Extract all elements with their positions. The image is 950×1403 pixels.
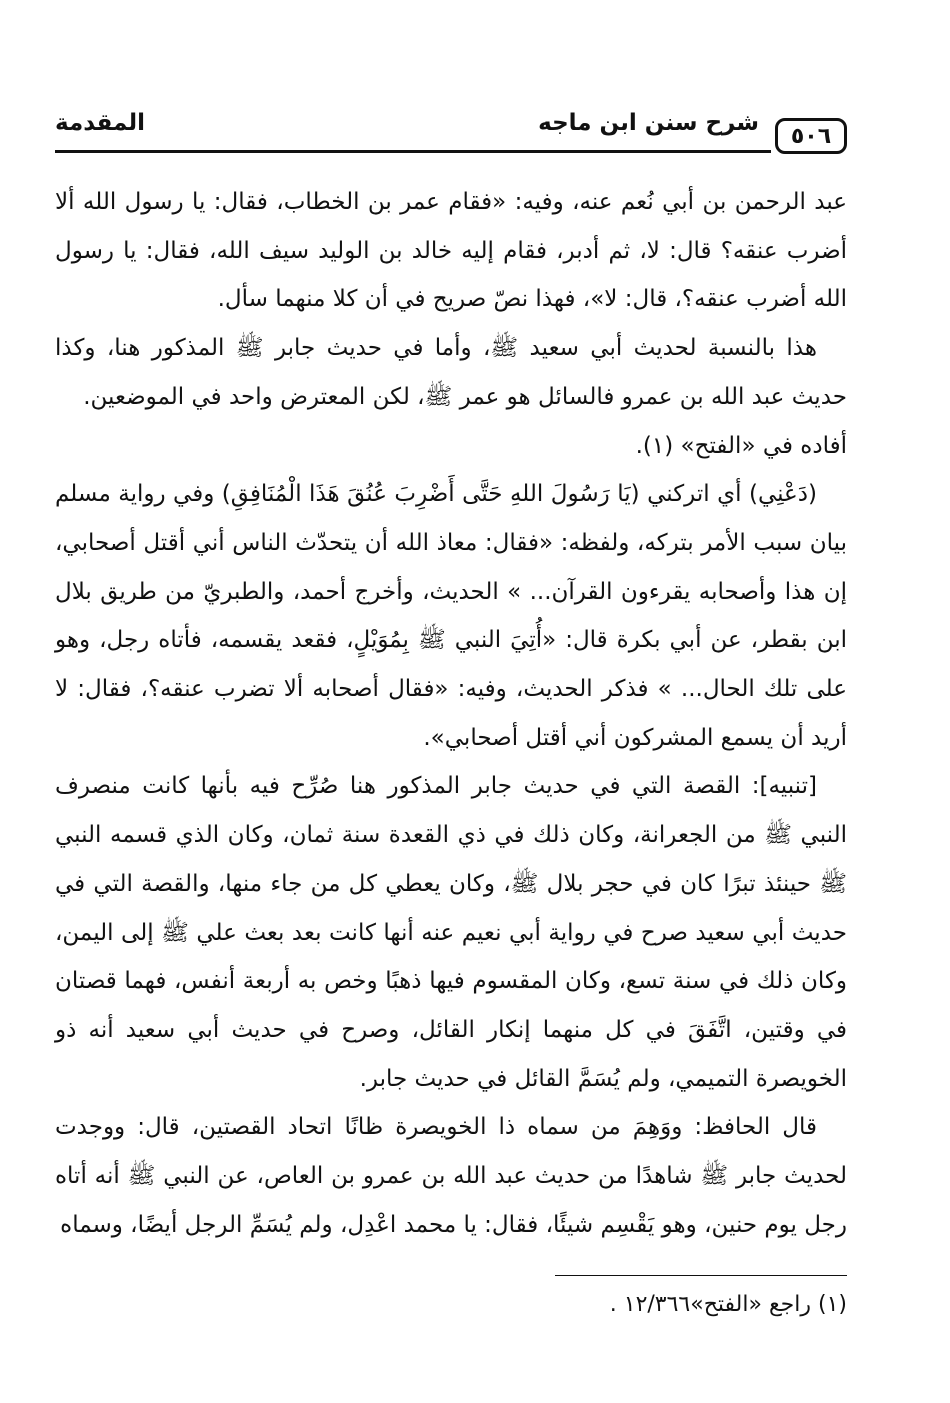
main-text	[55, 178, 847, 1249]
paragraph-3: أفاده في «الفتح» (١).	[635, 432, 847, 459]
book-title: شرح سنن ابن ماجه	[538, 110, 759, 136]
paragraph-2: هذا بالنسبة لحديث أبي سعيد ﷺ، وأما في حديث جابر ﷺ المذكور هنا، وكذا حديث عبد الله بن عمرو فالسائل هو عمر ﷺ، لكن المعترض واحد في الموضعين.	[55, 335, 847, 410]
paragraph-4: (دَعْنِي) أي اتركني (يَا رَسُولَ اللهِ حَتَّى أَضْرِبَ عُنُقَ هَذَا الْمُنَافِقِ) وفي رواية مسلم بيان سبب الأمر بتركه، ولفظه: «فقال: معاذ الله أن يتحدّث الناس أني أقتل أصحابي، إن هذا وأصحابه يقرءون القرآن... » الحديث، وأخرج أحمد، والطبريّ من طريق بلال ابن بقطر، عن أبي بكرة قال: «أُتِيَ النبي ﷺ بِمُوَيْلٍ، فقعد يقسمه، فأتاه رجل، وهو على تلك الحال... » فذكر الحديث، وفيه: «فقال أصحابه ألا تضرب عنقه؟، فقال: لا أريد أن يسمع المشركون أني أقتل أصحابي».	[55, 481, 847, 751]
paragraph-5: [تنبيه]: القصة التي في حديث جابر المذكور هنا صُرِّح فيه بأنها كانت منصرف النبي ﷺ من الجعرانة، وكان ذلك في ذي القعدة سنة ثمان، وكان الذي قسمه النبي ﷺ حينئذ تبرًا كان في حجر بلال ﷺ، وكان يعطي كل من جاء منها، والقصة التي في حديث أبي سعيد صرح في رواية أبي نعيم عنه أنها كانت بعد بعث علي ﷺ إلى اليمن، وكان ذلك في سنة تسع، وكان المقسوم فيها ذهبًا وخص به أربعة أنفس، فهما قصتان في وقتين، اتَّفَقَ في كل منهما إنكار القائل، وصرح في حديث أبي سعيد أنه ذو الخويصرة التميمي، ولم يُسَمَّ القائل في حديث جابر.	[55, 773, 847, 1092]
section-title: المقدمة	[55, 110, 145, 136]
footnote: (١) راجع «الفتح»١٢/٣٦٦ .	[609, 1292, 847, 1317]
footnote-rule	[555, 1275, 847, 1276]
paragraph-1: عبد الرحمن بن أبي نُعم عنه، وفيه: «فقام عمر بن الخطاب، فقال: يا رسول الله ألا أضرب عنقه؟ قال: لا، ثم أدبر، فقام إليه خالد بن الوليد سيف الله، فقال: يا رسول الله أضرب عنقه؟، قال: لا»، فهذا نصّ صريح في أن كلا منهما سأل.	[55, 189, 847, 313]
paragraph-6: قال الحافظ: ووَهِمَ من سماه ذا الخويصرة ظانًا اتحاد القصتين، قال: ووجدت لحديث جابر ﷺ شاهدًا من حديث عبد الله بن عمرو بن العاص، عن النبي ﷺ أنه أتاه رجل يوم حنين، وهو يَقْسِم شيئًا، فقال: يا محمد اعْدِل، ولم يُسَمِّ الرجل أيضًا، وسماه	[55, 1114, 847, 1238]
page-header	[55, 110, 847, 162]
page-number: ٥٠٦	[775, 118, 847, 154]
header-rule	[55, 150, 771, 153]
